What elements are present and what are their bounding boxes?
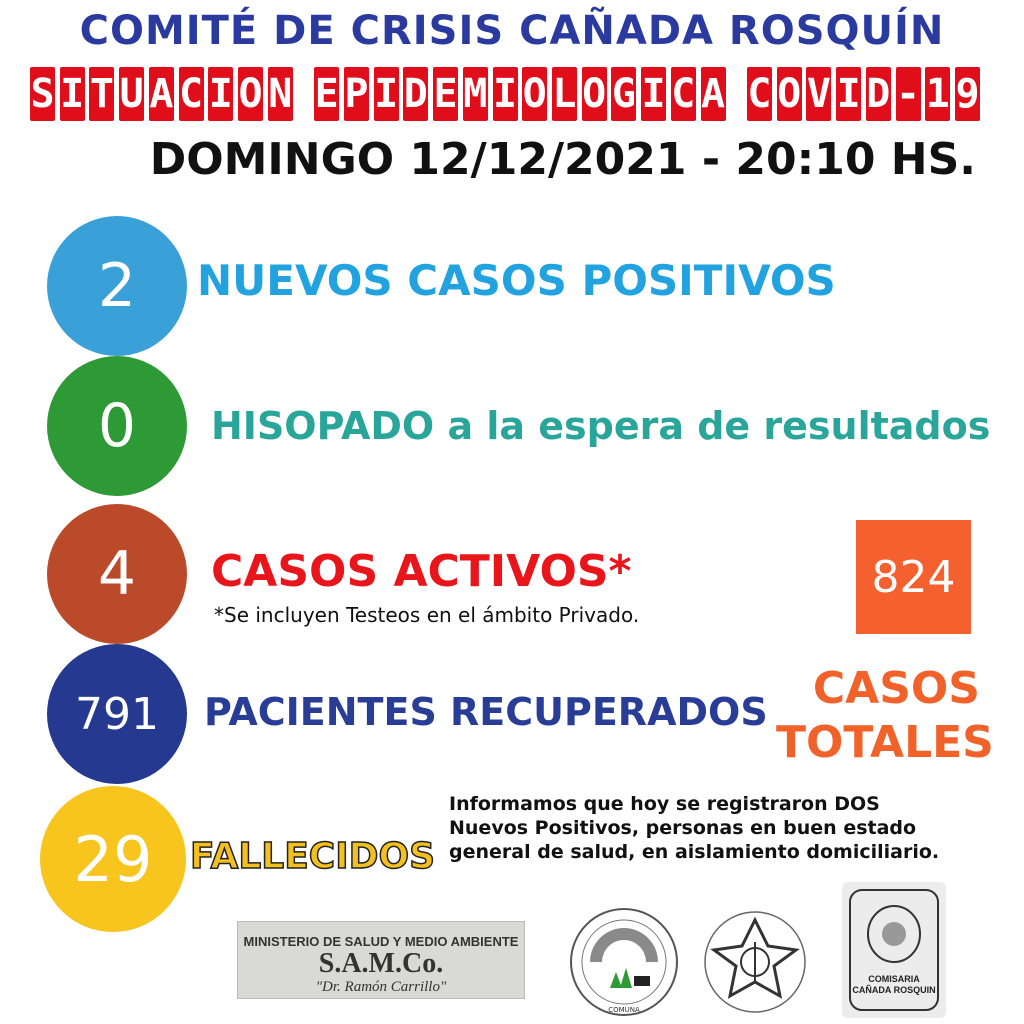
recovered-value: 791 <box>75 688 159 740</box>
date-time: DOMINGO 12/12/2021 - 20:10 HS. <box>149 134 976 185</box>
subtitle-letter-tile: I <box>836 67 861 121</box>
police-stamp-line2: CAÑADA ROSQUIN <box>852 985 936 995</box>
active-value: 4 <box>97 539 137 609</box>
deaths-circle <box>40 786 186 932</box>
total-cases-label-line1: CASOS <box>812 663 980 714</box>
subtitle-letter-tile: C <box>671 67 696 121</box>
samco-logo <box>237 921 525 999</box>
subtitle-letter-tile: C <box>747 67 772 121</box>
pending-circle <box>47 356 187 496</box>
deaths-label: FALLECIDOS <box>190 836 436 877</box>
svg-text:COMUNA: COMUNA <box>608 1006 640 1014</box>
comuna-seal-icon <box>566 906 682 1018</box>
subtitle-letter-tile: O <box>522 67 547 121</box>
subtitle-letter-tile: A <box>149 67 174 121</box>
subtitle-letter-tile: D <box>866 67 891 121</box>
samco-name: S.A.M.Co. <box>318 948 444 979</box>
subtitle-letter-tile: 9 <box>955 67 980 121</box>
subtitle-letter-tile: T <box>89 67 114 121</box>
subtitle-letter-tile: E <box>314 67 339 121</box>
subtitle-letter-tile: C <box>179 67 204 121</box>
subtitle-letter-tile: D <box>403 67 428 121</box>
subtitle-letter-tile: V <box>806 67 831 121</box>
samco-ministry-text: MINISTERIO DE SALUD Y MEDIO AMBIENTE <box>243 934 519 949</box>
subtitle-letter-tile <box>297 67 309 121</box>
new-cases-circle <box>47 216 187 356</box>
page-title: COMITÉ DE CRISIS CAÑADA ROSQUÍN <box>79 8 945 54</box>
subtitle-letter-tile: O <box>238 67 263 121</box>
total-cases-value: 824 <box>871 551 956 603</box>
active-circle <box>47 504 187 644</box>
new-cases-label: NUEVOS CASOS POSITIVOS <box>197 256 836 305</box>
subtitle-letter-tile: I <box>493 67 518 121</box>
subtitle-letter-tile: M <box>463 67 488 121</box>
active-note: *Se incluyen Testeos en el ámbito Privado. <box>214 603 640 627</box>
subtitle-letter-tile: I <box>374 67 399 121</box>
subtitle-letter-tile <box>730 67 742 121</box>
subtitle-letter-tile: O <box>777 67 802 121</box>
info-note <box>449 792 989 864</box>
deaths-value: 29 <box>73 822 153 896</box>
new-cases-value: 2 <box>97 251 137 321</box>
subtitle-banner <box>30 66 980 122</box>
subtitle-letter-tile: E <box>433 67 458 121</box>
recovered-circle <box>47 644 187 784</box>
total-cases-label-line2: TOTALES <box>776 717 994 768</box>
info-line-2: Nuevos Positivos, personas en buen estado <box>449 817 917 839</box>
subtitle-letter-tile: I <box>641 67 666 121</box>
police-stamp <box>842 882 946 1018</box>
subtitle-letter-tile: O <box>582 67 607 121</box>
subtitle-letter-tile: A <box>701 67 726 121</box>
active-label: CASOS ACTIVOS* <box>211 546 632 597</box>
total-cases-box <box>856 520 971 634</box>
pending-label: HISOPADO a la espera de resultados <box>211 404 991 448</box>
subtitle-letter-tile: L <box>552 67 577 121</box>
pending-value: 0 <box>97 391 137 461</box>
subtitle-letter-tile: I <box>60 67 85 121</box>
subtitle-letter-tile: S <box>30 67 55 121</box>
firefighters-emblem-icon <box>700 906 810 1018</box>
samco-subtitle: "Dr. Ramón Carrillo" <box>315 979 447 995</box>
subtitle-letter-tile: N <box>268 67 293 121</box>
police-badge-icon <box>842 882 946 1018</box>
subtitle-letter-tile: - <box>896 67 921 121</box>
police-stamp-line1: COMISARIA <box>868 974 920 984</box>
recovered-label: PACIENTES RECUPERADOS <box>204 690 768 734</box>
info-line-3: general de salud, en aislamiento domiciliario. <box>449 841 940 863</box>
subtitle-letter-tile: U <box>119 67 144 121</box>
subtitle-letter-tile: 1 <box>925 67 950 121</box>
subtitle-letter-tile: I <box>208 67 233 121</box>
subtitle-letter-tile: G <box>611 67 636 121</box>
info-line-1: Informamos que hoy se registraron DOS <box>449 793 880 815</box>
total-cases-label <box>776 662 994 770</box>
subtitle-letter-tile: P <box>344 67 369 121</box>
